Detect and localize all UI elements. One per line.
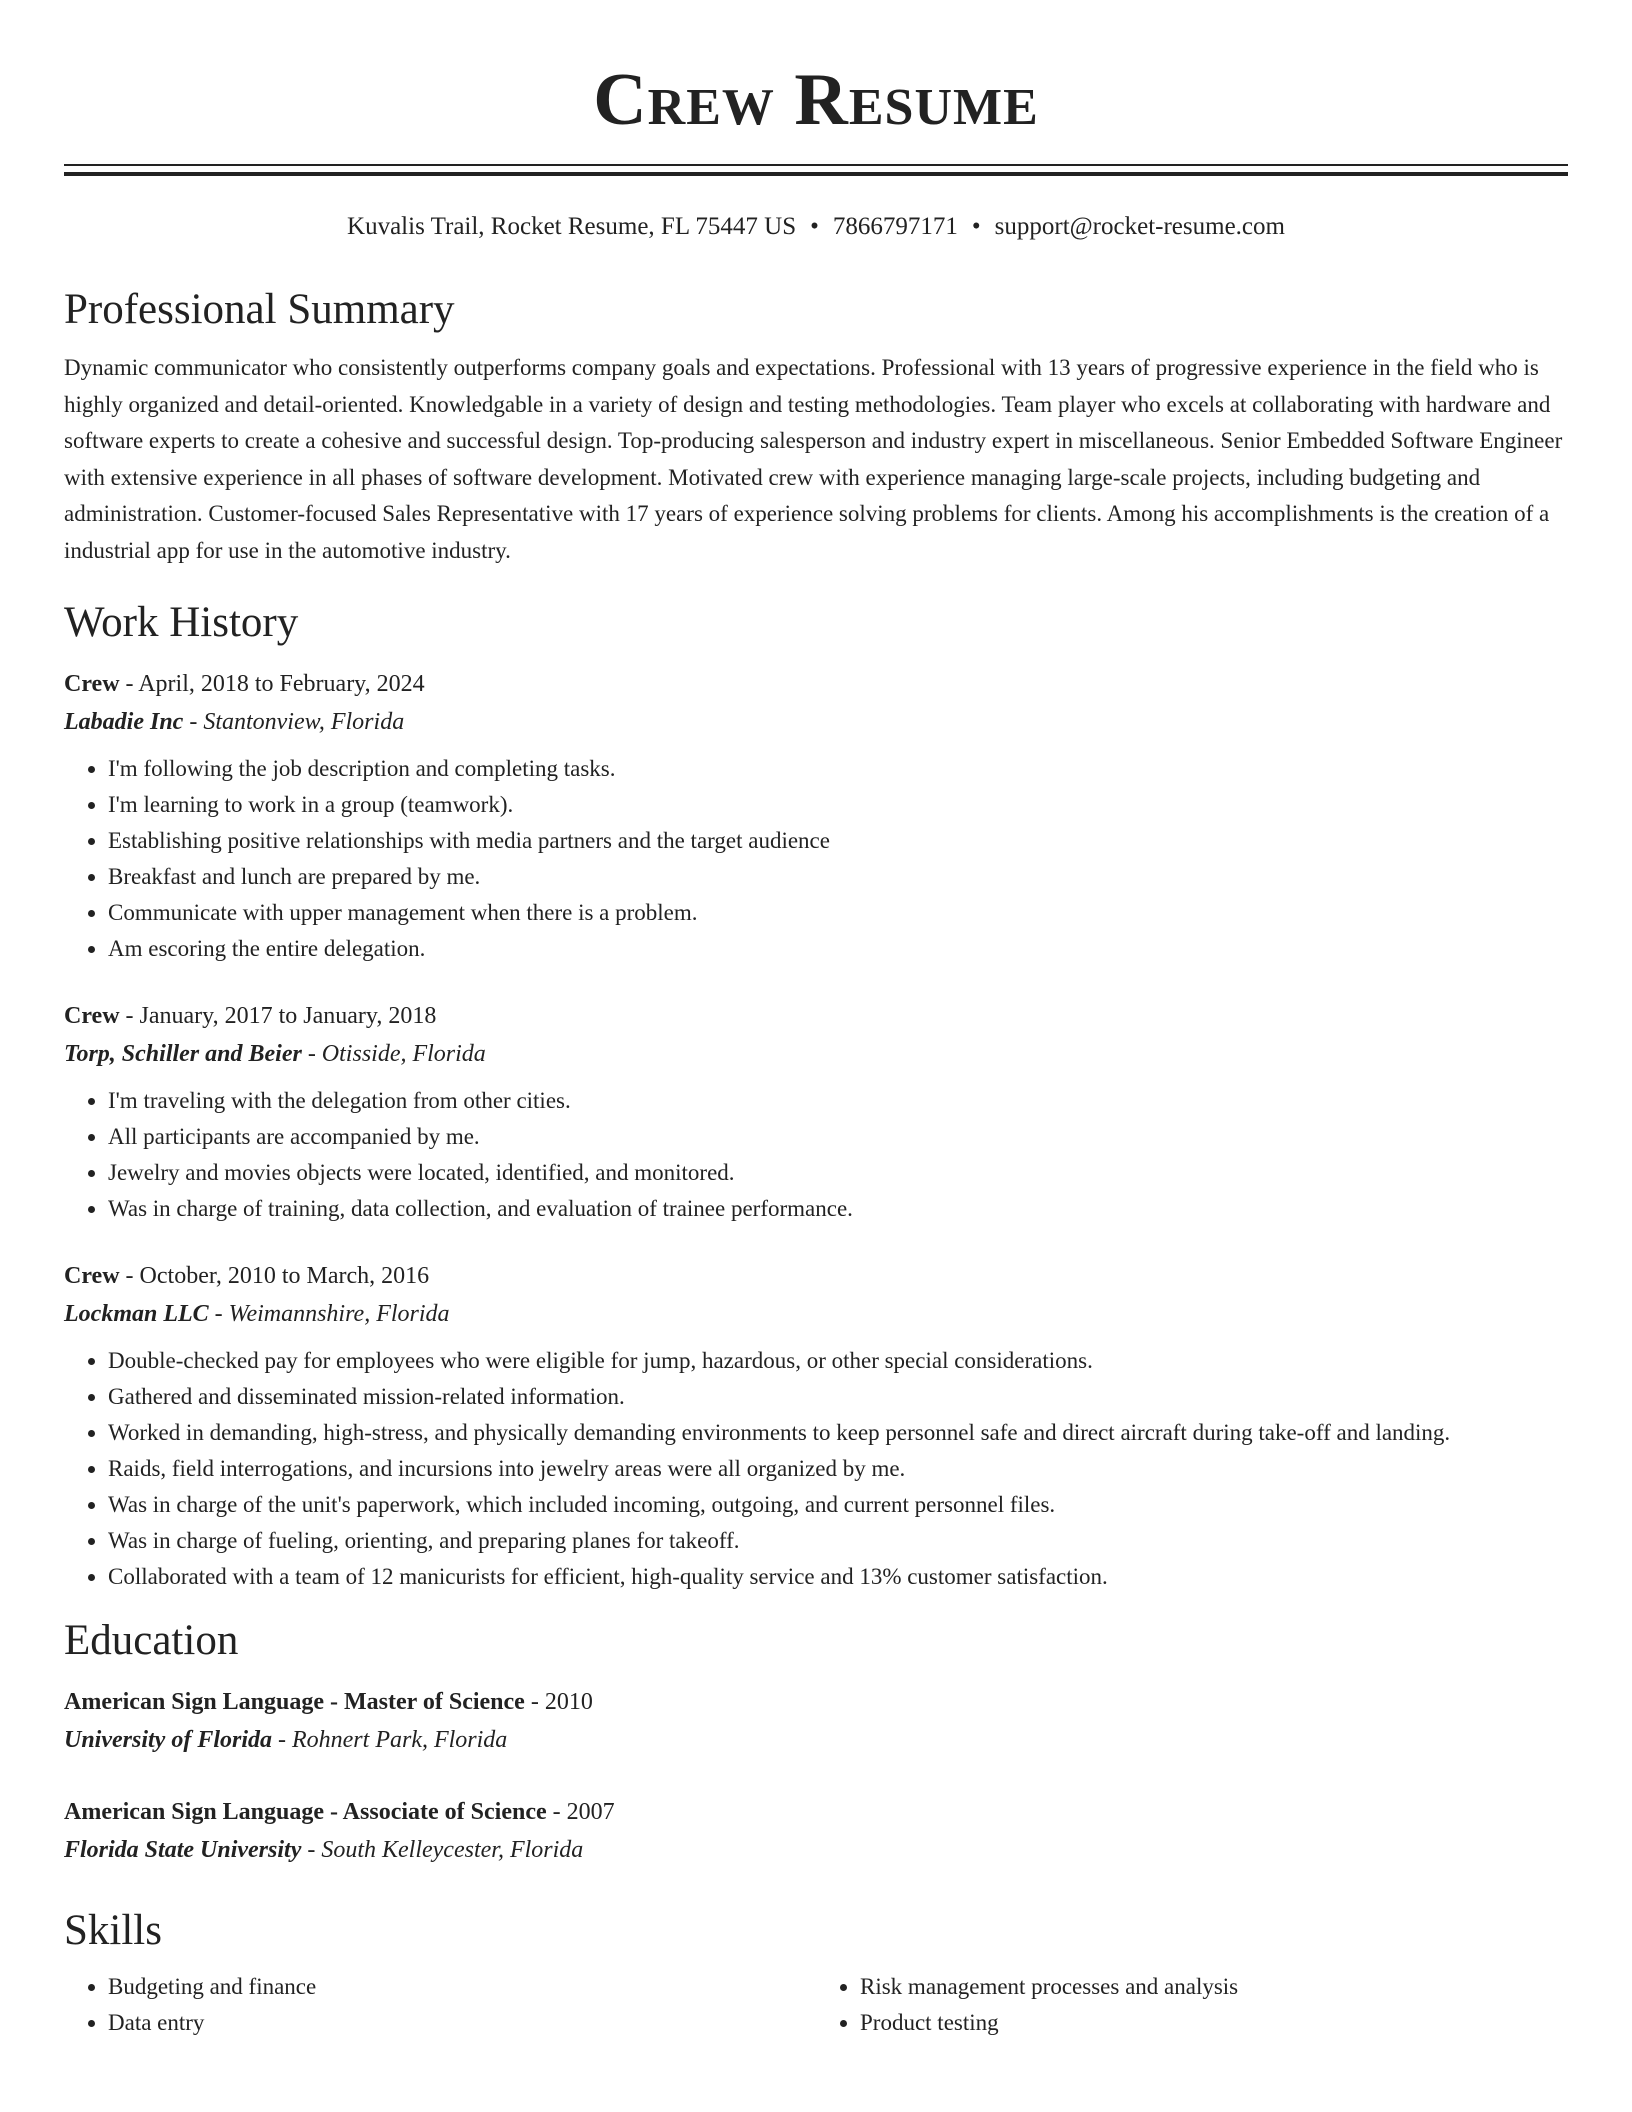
contact-line — [64, 210, 1568, 244]
list-item: • I'm traveling with the delegation from other cities. — [108, 1083, 1568, 1119]
list-item: • Product testing — [860, 2005, 1568, 2041]
list-item: • Data entry — [108, 2005, 816, 2041]
skills-list-left — [64, 1969, 816, 2041]
job-role: Crew — [64, 1263, 120, 1289]
job-dates: - October, 2010 to March, 2016 — [119, 1263, 430, 1289]
skills-heading: Skills — [64, 1907, 162, 1954]
list-item: • Am escoring the entire delegation. — [108, 931, 1568, 967]
education-degree-line — [64, 1683, 1568, 1721]
job-entry — [64, 665, 1568, 967]
summary-text: Dynamic communicator who consistently outperforms company goals and expectations. Professional with 13 years of progressive experience in the field who is highly organized and detail-oriented. Knowledgable in a variety of design and testing methodologies. Team player who excels at collaborating with hardware and software experts to create a cohesive and successful design. Top-producing salesperson and industry expert in miscellaneous. Senior Embedded Software Engineer with extensive experience in all phases of software development. Motivated crew with experience managing large-scale projects, including budgeting and administration. Customer-focused Sales Representative with 17 years of experience solving problems for clients. Among his accomplishments is the creation of a industrial app for use in the automotive industry. — [64, 355, 1563, 563]
job-location: - Stantonview, Florida — [183, 709, 405, 735]
job-entry — [64, 997, 1568, 1227]
education-degree: American Sign Language - Associate of Science — [64, 1799, 547, 1825]
list-item: • Budgeting and finance — [108, 1969, 816, 2005]
education-degree: American Sign Language - Master of Science — [64, 1689, 525, 1715]
resume-title: Crew Resume — [593, 59, 1039, 141]
education-entry — [64, 1793, 1568, 1869]
job-employer-line — [64, 1035, 1568, 1073]
list-item: • Establishing positive relationships with media partners and the target audience — [108, 823, 1568, 859]
contact-separator: • — [971, 213, 981, 240]
job-duties-list — [64, 1083, 1568, 1227]
job-role: Crew — [64, 671, 120, 697]
list-item: • Collaborated with a team of 12 manicurists for efficient, high-quality service and 13% customer satisfaction. — [108, 1559, 1568, 1595]
list-item: • Was in charge of training, data collection, and evaluation of trainee performance. — [108, 1191, 1568, 1227]
job-employer: Lockman LLC — [64, 1301, 209, 1327]
job-employer-line — [64, 1295, 1568, 1333]
education-year: - 2007 — [546, 1799, 615, 1825]
list-item: • Was in charge of the unit's paperwork, which included incoming, outgoing, and current personnel files. — [108, 1487, 1568, 1523]
list-item: • Communicate with upper management when there is a problem. — [108, 895, 1568, 931]
job-title-line — [64, 997, 1568, 1035]
job-employer: Torp, Schiller and Beier — [64, 1041, 302, 1067]
work-history-heading: Work History — [64, 599, 299, 646]
education-school: Florida State University — [64, 1837, 302, 1863]
skills-grid — [64, 1969, 1568, 2041]
title-divider — [64, 164, 1568, 176]
job-title-line — [64, 1257, 1568, 1295]
job-dates: - April, 2018 to February, 2024 — [119, 671, 425, 697]
job-role: Crew — [64, 1003, 120, 1029]
education-location: - South Kelleycester, Florida — [301, 1837, 584, 1863]
list-item: • Double-checked pay for employees who were eligible for jump, hazardous, or other special considerations. — [108, 1343, 1568, 1379]
summary-heading: Professional Summary — [64, 286, 455, 333]
contact-phone: 7866797171 — [832, 213, 958, 240]
list-item: • I'm learning to work in a group (teamwork). — [108, 787, 1568, 823]
job-duties-list — [64, 751, 1568, 967]
job-entry — [64, 1257, 1568, 1595]
contact-separator: • — [810, 213, 819, 240]
education-location: - Rohnert Park, Florida — [272, 1727, 508, 1753]
list-item: • Gathered and disseminated mission-related information. — [108, 1379, 1568, 1415]
education-year: - 2010 — [524, 1689, 593, 1715]
list-item: • I'm following the job description and completing tasks. — [108, 751, 1568, 787]
list-item: • Raids, field interrogations, and incursions into jewelry areas were all organized by me. — [108, 1451, 1568, 1487]
skills-list-right — [816, 1969, 1568, 2041]
job-employer: Labadie Inc — [64, 709, 184, 735]
education-entry — [64, 1683, 1568, 1759]
list-item: • Was in charge of fueling, orienting, and preparing planes for takeoff. — [108, 1523, 1568, 1559]
job-dates: - January, 2017 to January, 2018 — [119, 1003, 437, 1029]
job-location: - Weimannshire, Florida — [208, 1301, 450, 1327]
job-title-line — [64, 665, 1568, 703]
job-location: - Otisside, Florida — [301, 1041, 486, 1067]
list-item: • Worked in demanding, high-stress, and physically demanding environments to keep personnel safe and direct aircraft during take-off and landing. — [108, 1415, 1568, 1451]
list-item: • Risk management processes and analysis — [860, 1969, 1568, 2005]
education-school-line — [64, 1831, 1568, 1869]
job-employer-line — [64, 703, 1568, 741]
education-school: University of Florida — [64, 1727, 272, 1753]
list-item: • All participants are accompanied by me. — [108, 1119, 1568, 1155]
list-item: • Breakfast and lunch are prepared by me. — [108, 859, 1568, 895]
list-item: • Jewelry and movies objects were located, identified, and monitored. — [108, 1155, 1568, 1191]
education-school-line — [64, 1721, 1568, 1759]
education-heading: Education — [64, 1617, 239, 1664]
job-duties-list — [64, 1343, 1568, 1595]
contact-address: Kuvalis Trail, Rocket Resume, FL 75447 US — [347, 213, 797, 240]
contact-email: support@rocket-resume.com — [994, 213, 1285, 240]
education-degree-line — [64, 1793, 1568, 1831]
